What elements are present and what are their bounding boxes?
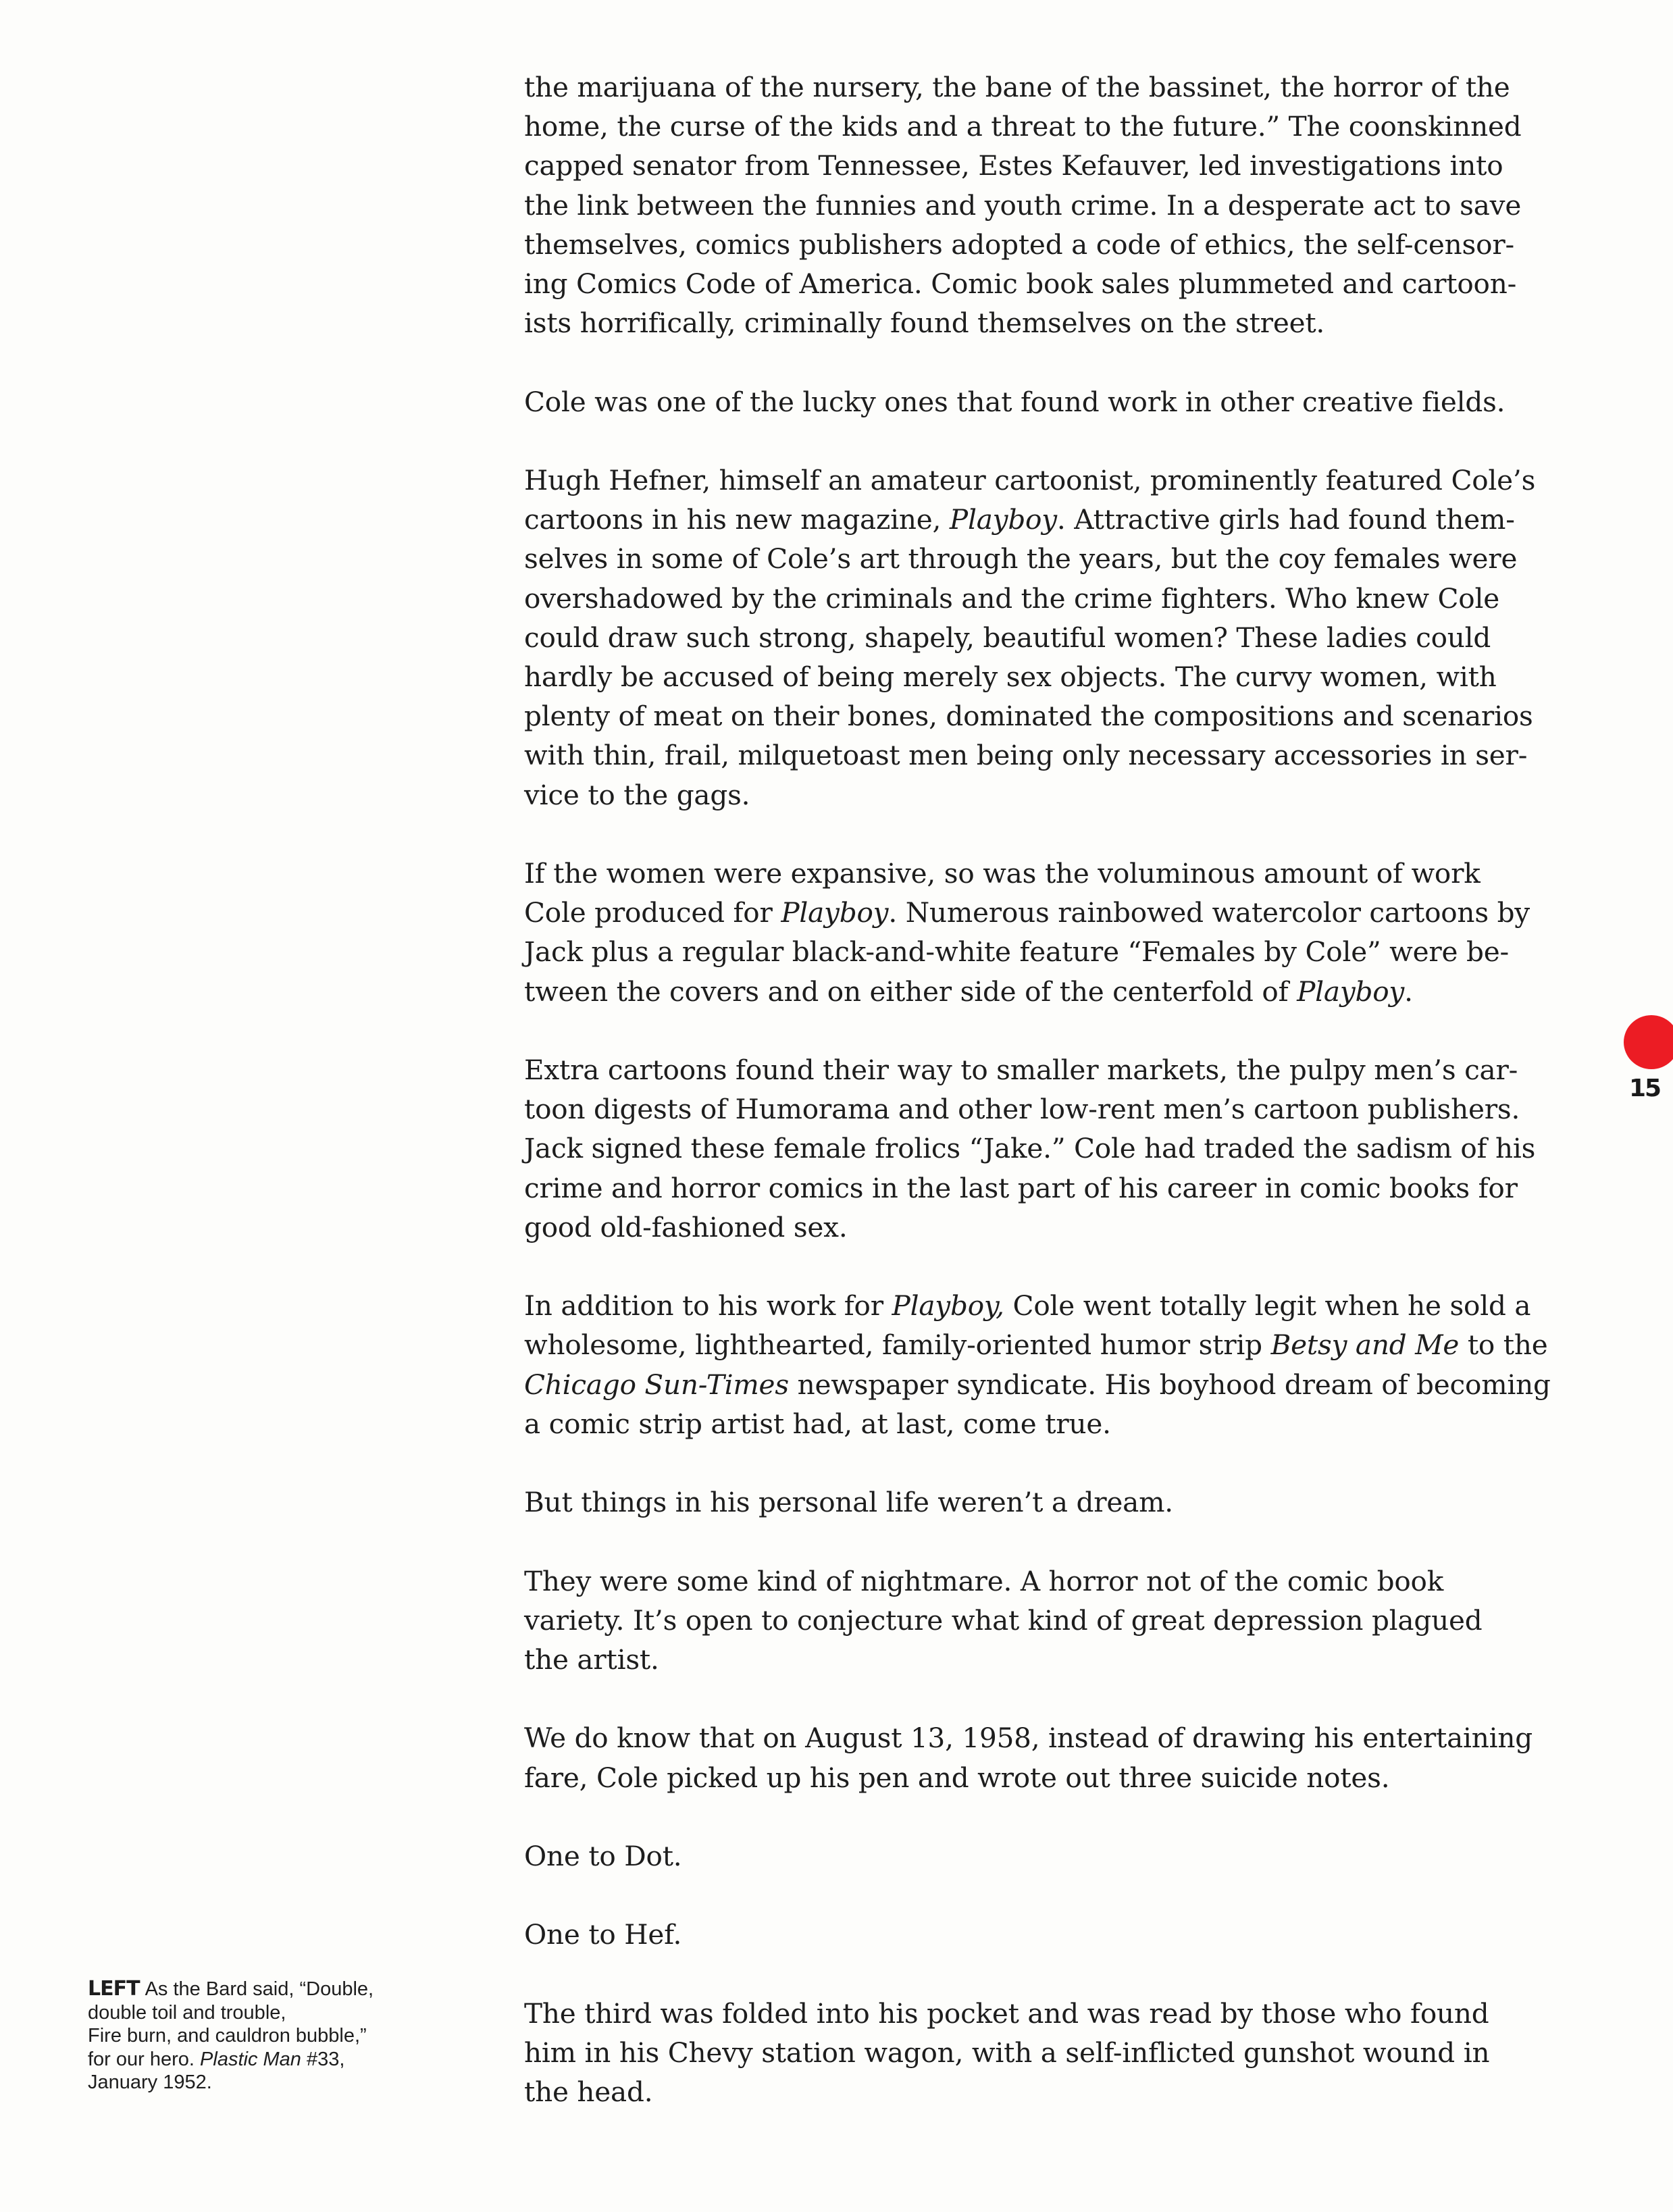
text-line: themselves, comics publishers adopted a code of ethics, the self-censor- (524, 228, 1514, 261)
text-line: fare, Cole picked up his pen and wrote out three suicide notes. (524, 1761, 1390, 1794)
text-run: #33, (301, 2048, 345, 2070)
text-line: good old-fashioned sex. (524, 1210, 848, 1243)
paragraph-nightmare (524, 1562, 1544, 1680)
text-run: cartoons in his new magazine, (524, 503, 950, 536)
text-line: the link between the funnies and youth crime. In a desperate act to save (524, 188, 1522, 222)
paragraph-kefauver (524, 68, 1544, 342)
caption-line (88, 2048, 493, 2072)
text-line (524, 500, 1544, 539)
text-line: Jack signed these female frolics “Jake.” Cole had traded the sadism of his (524, 1132, 1536, 1165)
text-line: could draw such strong, shapely, beautiful women? These ladies could (524, 621, 1491, 654)
text-line: home, the curse of the kids and a threat to the future.” The coonskinned (524, 110, 1522, 143)
text-line: Jack plus a regular black-and-white feature “Females by Cole” were be- (524, 935, 1509, 969)
text-line: If the women were expansive, so was the voluminous amount of work (524, 857, 1481, 890)
paragraph-suicide-notes (524, 1718, 1544, 1797)
text-line (524, 1286, 1544, 1325)
newspaper-title-sun-times: Chicago Sun-Times (524, 1368, 789, 1401)
caption-line: Fire burn, and cauldron bubble,” (88, 2025, 367, 2047)
text-line: But things in his personal life weren’t a dream. (524, 1486, 1173, 1519)
text-run: to the (1459, 1329, 1548, 1362)
text-run: . Numerous rainbowed watercolor cartoons by (888, 896, 1530, 929)
text-line: overshadowed by the criminals and the crime fighters. Who knew Cole (524, 582, 1499, 615)
paragraph-third-note (524, 1994, 1544, 2112)
text-line: plenty of meat on their bones, dominated the compositions and scenarios (524, 700, 1533, 733)
text-run: . Attractive girls had found them- (1056, 503, 1515, 536)
text-run: In addition to his work for (524, 1289, 892, 1322)
text-line: One to Hef. (524, 1918, 682, 1951)
text-line (524, 972, 1544, 1011)
paragraph-hefner (524, 461, 1544, 815)
text-line (524, 1365, 1551, 1404)
caption-label: LEFT (88, 1977, 140, 2001)
text-run: newspaper syndicate. His boyhood dream of becoming (788, 1368, 1551, 1401)
page-number: 15 (1629, 1075, 1661, 1102)
comic-title-plastic-man: Plastic Man (200, 2048, 301, 2070)
text-line: variety. It’s open to conjecture what kind of great depression plagued (524, 1603, 1483, 1637)
text-line: him in his Chevy station wagon, with a self-inflicted gunshot wound in (524, 2036, 1490, 2069)
paragraph-voluminous-work (524, 854, 1544, 1011)
text-line: the artist. (524, 1643, 659, 1676)
text-line: hardly be accused of being merely sex objects. The curvy women, with (524, 661, 1497, 694)
text-run: wholesome, lighthearted, family-oriented humor strip (524, 1329, 1271, 1362)
article-body (524, 68, 1551, 2111)
caption-line: double toil and trouble, (88, 2001, 286, 2024)
text-line: with thin, frail, milquetoast men being only necessary accessories in ser- (524, 739, 1528, 772)
paragraph-betsy-and-me (524, 1286, 1551, 1443)
text-line: Cole was one of the lucky ones that found work in other creative fields. (524, 385, 1505, 418)
text-line: the marijuana of the nursery, the bane of the bassinet, the horror of the (524, 71, 1510, 103)
paragraph-personal-life (524, 1483, 1544, 1522)
text-line: ing Comics Code of America. Comic book sales plummeted and cartoon- (524, 267, 1517, 301)
paragraph-one-to-dot (524, 1836, 1544, 1876)
text-line: The third was folded into his pocket and was read by those who found (524, 1997, 1489, 2030)
paragraph-extra-cartoons (524, 1050, 1544, 1247)
magazine-title-playboy: Playboy, (892, 1289, 1004, 1322)
text-line: Hugh Hefner, himself an amateur cartoonist, prominently featured Cole’s (524, 464, 1536, 496)
text-line (524, 1325, 1548, 1364)
strip-title-betsy-and-me: Betsy and Me (1270, 1329, 1460, 1362)
text-run: for our hero. (88, 2048, 201, 2070)
caption-line: January 1952. (88, 2072, 212, 2093)
red-dot-icon (1624, 1015, 1673, 1069)
text-line: Extra cartoons found their way to smaller markets, the pulpy men’s car- (524, 1054, 1518, 1087)
text-run: tween the covers and on either side of the centerfold of (524, 975, 1297, 1008)
text-run: Cole produced for (524, 896, 781, 929)
text-line: vice to the gags. (524, 778, 750, 811)
paragraph-one-to-hef (524, 1915, 1544, 1954)
text-run: As the Bard said, “Double, (145, 1978, 374, 2000)
text-line: selves in some of Cole’s art through the years, but the coy females were (524, 542, 1518, 575)
text-line: One to Dot. (524, 1840, 682, 1872)
image-caption (88, 1978, 493, 2094)
text-line: toon digests of Humorama and other low-rent men’s cartoon publishers. (524, 1093, 1520, 1126)
text-line: crime and horror comics in the last part of his career in comic books for (524, 1171, 1518, 1204)
magazine-title-playboy: Playboy (949, 503, 1057, 536)
text-line: They were some kind of nightmare. A horror not of the comic book (524, 1564, 1444, 1597)
text-line: We do know that on August 13, 1958, instead of drawing his entertaining (524, 1722, 1533, 1755)
text-line: ists horrifically, criminally found themselves on the street. (524, 307, 1325, 340)
paragraph-lucky-ones (524, 382, 1544, 421)
text-line: the head. (524, 2076, 653, 2109)
caption-line (88, 1978, 493, 2001)
magazine-title-playboy: Playboy (781, 896, 889, 929)
text-run: . (1404, 975, 1413, 1008)
text-line (524, 893, 1544, 932)
text-line: capped senator from Tennessee, Estes Kefauver, led investigations into (524, 149, 1503, 182)
text-line: a comic strip artist had, at last, come true. (524, 1407, 1111, 1440)
text-run: Cole went totally legit when he sold a (1004, 1289, 1531, 1322)
magazine-title-playboy: Playboy (1297, 975, 1405, 1008)
